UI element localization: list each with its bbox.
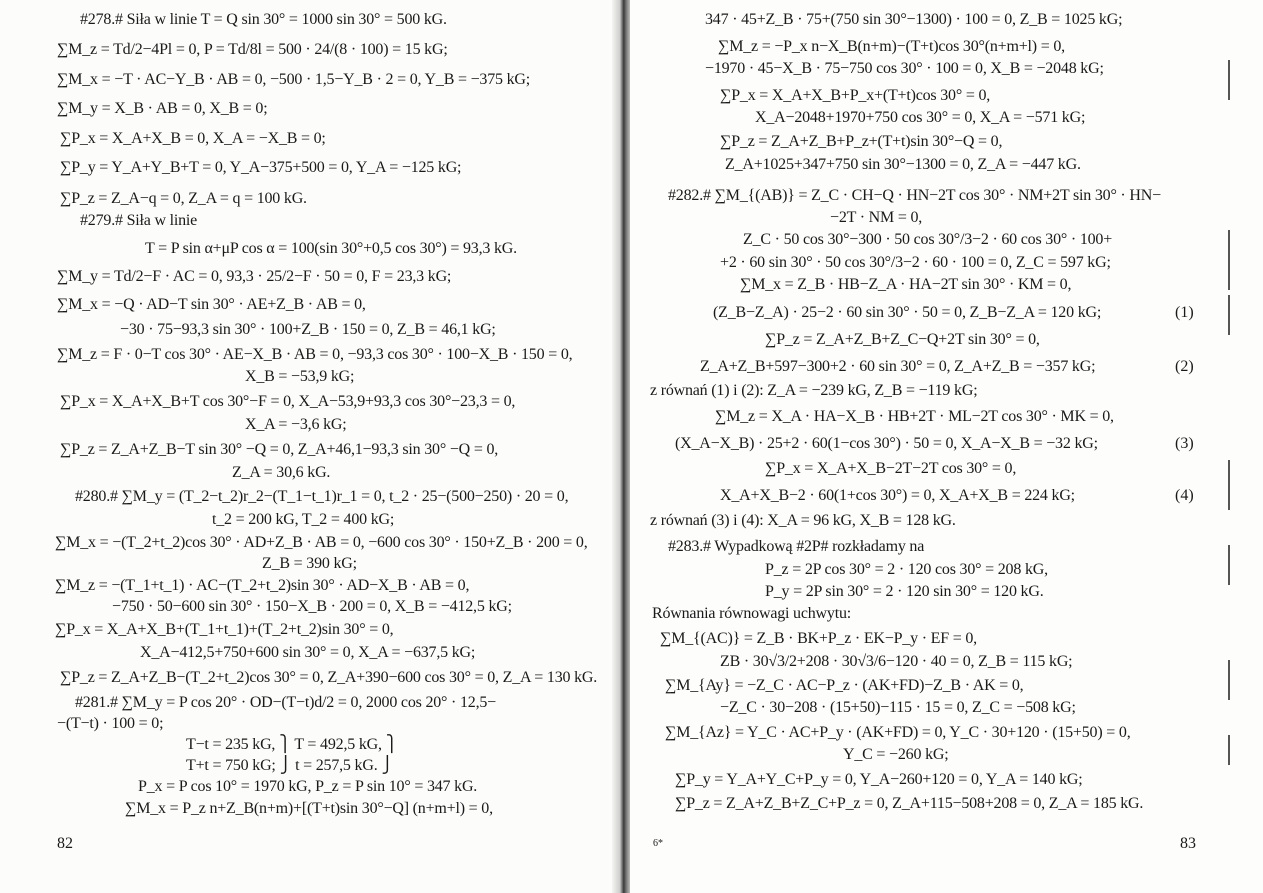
right-page-line: P_y = 2P sin 30° = 2 · 120 sin 30° = 120 kG. xyxy=(765,583,1044,600)
left-page-line: ∑M_y = Td/2−F · AC = 0, 93,3 · 25/2−F · 50 = 0, F = 23,3 kG; xyxy=(57,268,452,285)
equation-number: (4) xyxy=(1175,487,1194,504)
page-edge-mark xyxy=(1228,660,1230,700)
left-page-line: ∑M_z = Td/2−4Pl = 0, P = Td/8l = 500 · 24/(8 · 100) = 15 kG; xyxy=(57,41,448,58)
right-page-line: ∑P_z = Z_A+Z_B+Z_C−Q+2T sin 30° = 0, xyxy=(765,331,1040,348)
left-page-line: T−t = 235 kG, ⎫ T = 492,5 kG, ⎫ xyxy=(186,736,398,753)
page-edge-mark xyxy=(1228,735,1230,765)
right-page-line: Z_C · 50 cos 30°−300 · 50 cos 30°/3−2 · 60 cos 30° · 100+ xyxy=(743,231,1113,248)
right-page-line: ∑P_x = X_A+X_B+P_x+(T+t)cos 30° = 0, xyxy=(720,87,991,104)
right-page-line: −Z_C · 30−208 · (15+50)−115 · 15 = 0, Z_C = −508 kG; xyxy=(720,699,1076,716)
left-page-line: −30 · 75−93,3 sin 30° · 100+Z_B · 150 = 0, Z_B = 46,1 kG; xyxy=(120,321,496,338)
left-page-line: ∑M_y = X_B · AB = 0, X_B = 0; xyxy=(57,100,268,117)
right-page-line: Równania równowagi uchwytu: xyxy=(652,605,852,622)
left-page-line: Z_B = 390 kG; xyxy=(262,555,357,572)
right-page-line: ∑M_{Ay} = −Z_C · AC−P_z · (AK+FD)−Z_B · AK = 0, xyxy=(665,677,1024,694)
left-page-line: #278.# Siła w linie T = Q sin 30° = 1000 sin 30° = 500 kG. xyxy=(80,11,447,28)
page-number-right: 83 xyxy=(1180,835,1196,852)
left-page-line: ∑M_x = −(T_2+t_2)cos 30° · AD+Z_B · AB = 0, −600 cos 30° · 150+Z_B · 200 = 0, xyxy=(55,534,588,551)
left-page-line: ∑M_z = F · 0−T cos 30° · AE−X_B · AB = 0, −93,3 cos 30° · 100−X_B · 150 = 0, xyxy=(57,346,573,363)
page-edge-mark xyxy=(1228,545,1230,585)
left-page-line: ∑M_z = −(T_1+t_1) · AC−(T_2+t_2)sin 30° · AD−X_B · AB = 0, xyxy=(55,577,470,594)
left-page-line: ∑P_z = Z_A+Z_B−T sin 30° −Q = 0, Z_A+46,1−93,3 sin 30° −Q = 0, xyxy=(60,441,499,458)
right-page-line: ZB · 30√3/2+208 · 30√3/6−120 · 40 = 0, Z_B = 115 kG; xyxy=(720,653,1073,670)
equation-number: (3) xyxy=(1175,435,1194,452)
left-page-line: ∑P_x = X_A+X_B = 0, X_A = −X_B = 0; xyxy=(60,130,326,147)
right-page-line: X_A+X_B−2 · 60(1+cos 30°) = 0, X_A+X_B = 224 kG; xyxy=(720,487,1075,504)
left-page-line: P_x = P cos 10° = 1970 kG, P_z = P sin 10° = 347 kG. xyxy=(138,778,478,795)
left-page-line: T+t = 750 kG; ⎭ t = 257,5 kG. ⎭ xyxy=(186,757,394,774)
right-page-line: z równań (1) i (2): Z_A = −239 kG, Z_B = −119 kG; xyxy=(650,382,978,399)
right-page-line: (X_A−X_B) · 25+2 · 60(1−cos 30°) · 50 = 0, X_A−X_B = −32 kG; xyxy=(675,435,1098,452)
right-page-line: z równań (3) i (4): X_A = 96 kG, X_B = 128 kG. xyxy=(650,512,956,529)
left-page-line: ∑P_x = X_A+X_B+T cos 30°−F = 0, X_A−53,9+93,3 cos 30°−23,3 = 0, xyxy=(60,393,516,410)
left-page-line: T = P sin α+μP cos α = 100(sin 30°+0,5 cos 30°) = 93,3 kG. xyxy=(145,240,517,257)
left-page-line: ∑M_x = −Q · AD−T sin 30° · AE+Z_B · AB = 0, xyxy=(57,296,366,313)
right-page-line: (Z_B−Z_A) · 25−2 · 60 sin 30° · 50 = 0, Z_B−Z_A = 120 kG; xyxy=(713,304,1102,321)
right-page-line: Y_C = −260 kG; xyxy=(843,746,949,763)
equation-number: (2) xyxy=(1175,358,1194,375)
left-page-line: #279.# Siła w linie xyxy=(80,212,198,229)
left-page-line: ∑P_x = X_A+X_B+(T_1+t_1)+(T_2+t_2)sin 30° = 0, xyxy=(55,621,394,638)
signature-mark: 6* xyxy=(653,838,663,849)
right-page-line: −1970 · 45−X_B · 75−750 cos 30° · 100 = 0, X_B = −2048 kG; xyxy=(705,60,1104,77)
right-page-line: ∑M_z = −P_x n−X_B(n+m)−(T+t)cos 30°(n+m+l) = 0, xyxy=(718,38,1065,55)
page-edge-mark xyxy=(1228,295,1230,335)
right-page-line: ∑P_z = Z_A+Z_B+P_z+(T+t)sin 30°−Q = 0, xyxy=(720,133,1003,150)
left-page-line: t_2 = 200 kG, T_2 = 400 kG; xyxy=(212,511,395,528)
right-page-line: Z_A+1025+347+750 sin 30°−1300 = 0, Z_A = −447 kG. xyxy=(725,156,1081,173)
page-edge-mark xyxy=(1228,460,1230,510)
right-page-line: 347 · 45+Z_B · 75+(750 sin 30°−1300) · 100 = 0, Z_B = 1025 kG; xyxy=(705,11,1123,28)
right-page-line: ∑M_x = Z_B · HB−Z_A · HA−2T sin 30° · KM = 0, xyxy=(740,276,1072,293)
left-page-line: #281.# ∑M_y = P cos 20° · OD−(T−t)d/2 = 0, 2000 cos 20° · 12,5− xyxy=(75,694,496,711)
right-page-line: −2T · NM = 0, xyxy=(830,209,923,226)
equation-number: (1) xyxy=(1175,304,1194,321)
page-edge-mark xyxy=(1228,230,1230,290)
left-page-line: ∑M_x = −T · AC−Y_B · AB = 0, −500 · 1,5−Y_B · 2 = 0, Y_B = −375 kG; xyxy=(57,71,531,88)
left-page-line: −750 · 50−600 sin 30° · 150−X_B · 200 = 0, X_B = −412,5 kG; xyxy=(112,598,512,615)
right-page-line: +2 · 60 sin 30° · 50 cos 30°/3−2 · 60 · 100 = 0, Z_C = 597 kG; xyxy=(720,254,1111,271)
right-page-line: #283.# Wypadkową #2P# rozkładamy na xyxy=(668,538,925,555)
right-page-line: ∑M_{Az} = Y_C · AC+P_y · (AK+FD) = 0, Y_C · 30+120 · (15+50) = 0, xyxy=(665,724,1131,741)
left-page-line: X_A = −3,6 kG; xyxy=(245,416,347,433)
right-page-line: X_A−2048+1970+750 cos 30° = 0, X_A = −571 kG; xyxy=(755,109,1086,126)
page-edge-mark xyxy=(1228,60,1230,100)
left-page-line: #280.# ∑M_y = (T_2−t_2)r_2−(T_1−t_1)r_1 = 0, t_2 · 25−(500−250) · 20 = 0, xyxy=(75,488,569,505)
left-page-line: ∑M_x = P_z n+Z_B(n+m)+[(T+t)sin 30°−Q] (n+m+l) = 0, xyxy=(125,800,493,817)
right-page-line: ∑P_x = X_A+X_B−2T−2T cos 30° = 0, xyxy=(765,460,1017,477)
right-page-line: Z_A+Z_B+597−300+2 · 60 sin 30° = 0, Z_A+Z_B = −357 kG; xyxy=(700,358,1096,375)
page-number-left: 82 xyxy=(57,835,73,852)
right-page-line: ∑P_y = Y_A+Y_C+P_y = 0, Y_A−260+120 = 0, Y_A = 140 kG; xyxy=(675,771,1083,788)
left-page-line: ∑P_y = Y_A+Y_B+T = 0, Y_A−375+500 = 0, Y_A = −125 kG; xyxy=(60,159,462,176)
right-page-line: ∑M_z = X_A · HA−X_B · HB+2T · ML−2T cos 30° · MK = 0, xyxy=(715,408,1114,425)
left-page-line: Z_A = 30,6 kG. xyxy=(232,464,331,481)
left-page-line: X_A−412,5+750+600 sin 30° = 0, X_A = −637,5 kG; xyxy=(140,644,476,661)
left-page-line: ∑P_z = Z_A−q = 0, Z_A = q = 100 kG. xyxy=(60,190,307,207)
left-page-line: ∑P_z = Z_A+Z_B−(T_2+t_2)cos 30° = 0, Z_A+390−600 cos 30° = 0, Z_A = 130 kG. xyxy=(60,669,598,686)
left-page-line: −(T−t) · 100 = 0; xyxy=(57,715,164,732)
left-page-line: X_B = −53,9 kG; xyxy=(245,368,355,385)
right-page-line: P_z = 2P cos 30° = 2 · 120 cos 30° = 208 kG, xyxy=(765,561,1048,578)
right-page-line: #282.# ∑M_{(AB)} = Z_C · CH−Q · HN−2T cos 30° · NM+2T sin 30° · HN− xyxy=(668,187,1161,204)
right-page-line: ∑M_{(AC)} = Z_B · BK+P_z · EK−P_y · EF = 0, xyxy=(660,630,977,647)
right-page-line: ∑P_z = Z_A+Z_B+Z_C+P_z = 0, Z_A+115−508+208 = 0, Z_A = 185 kG. xyxy=(675,795,1144,812)
